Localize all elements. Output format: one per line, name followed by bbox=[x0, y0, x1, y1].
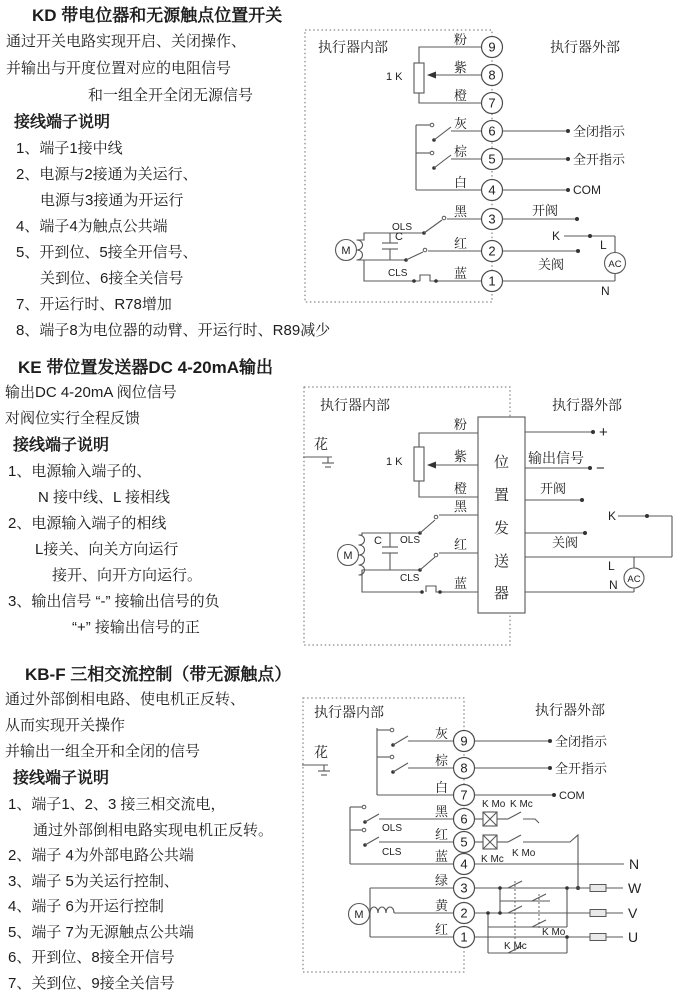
wire-label: 粉 bbox=[454, 32, 468, 47]
ols-label: OLS bbox=[382, 823, 403, 834]
wire-label: 绿 bbox=[435, 873, 449, 888]
kmc-contact-label: K Mc bbox=[510, 799, 533, 810]
terminal-number: 7 bbox=[488, 95, 496, 111]
terminal-number: 2 bbox=[488, 243, 496, 259]
section-kd-text bbox=[6, 4, 331, 344]
terminal-notes-heading: 接线端子说明 bbox=[14, 114, 111, 131]
ground-connection bbox=[303, 436, 334, 467]
phase-u-label: U bbox=[628, 929, 639, 945]
note-line: 2、电源输入端子的相线 bbox=[8, 515, 167, 532]
wire-label: 红 bbox=[435, 922, 449, 937]
terminal-number: 1 bbox=[488, 273, 496, 289]
contactor-coils bbox=[475, 799, 581, 890]
signal-plus-label: + bbox=[599, 424, 608, 441]
note-line: 接开、向开方向运行。 bbox=[52, 567, 203, 584]
note-line: 3、端子 5为关运行控制、 bbox=[8, 872, 179, 890]
note-line: N 接中线、L 接相线 bbox=[38, 489, 170, 506]
terminals bbox=[454, 731, 475, 948]
wire-label: 黑 bbox=[435, 804, 449, 819]
terminal-number: 8 bbox=[460, 760, 468, 776]
inside-label: 执行器内部 bbox=[318, 39, 388, 55]
open-valve-label: 开阀 bbox=[540, 481, 567, 496]
note-line: 7、开运行时、R78增加 bbox=[16, 296, 172, 313]
neutral-label: N bbox=[601, 284, 610, 298]
note-line: 5、端子 7为无源触点公共端 bbox=[8, 923, 194, 941]
com-label: COM bbox=[559, 790, 585, 802]
ac-source-label: AC bbox=[627, 574, 641, 585]
wire-label: 粉 bbox=[454, 417, 468, 432]
wire-label: 橙 bbox=[454, 88, 468, 103]
transmitter-char: 位 bbox=[493, 454, 510, 471]
motor-label: M bbox=[343, 550, 353, 562]
open-indicator-label: 全开指示 bbox=[573, 152, 626, 167]
ke-wiring-diagram bbox=[302, 385, 678, 651]
note-line: 8、端子8为电位器的动臂、开运行时、R89减少 bbox=[16, 322, 331, 339]
cls-label: CLS bbox=[382, 847, 402, 858]
note-line: 4、端子4为触点公共端 bbox=[16, 218, 168, 235]
intro-line: 通过外部倒相电路、使电机正反转、 bbox=[5, 691, 246, 708]
terminal-number: 3 bbox=[460, 880, 468, 896]
ground-label: 花 bbox=[314, 436, 328, 452]
terminal-number: 6 bbox=[488, 123, 496, 139]
terminal-number: 7 bbox=[460, 787, 468, 803]
transmitter-char: 送 bbox=[493, 553, 510, 570]
note-line: 1、电源输入端子的、 bbox=[8, 463, 152, 480]
ground-connection bbox=[302, 744, 330, 775]
note-line: 2、端子 4为外部电路公共端 bbox=[8, 847, 194, 864]
limit-switch-group bbox=[416, 123, 482, 190]
open-indicator-label: 全开指示 bbox=[555, 761, 608, 776]
wire-label: 黑 bbox=[454, 499, 468, 514]
kmo-coil-label: K Mo bbox=[482, 799, 506, 810]
note-line: 通过外部倒相电路实现电机正反转。 bbox=[33, 821, 274, 839]
closed-indicator-label: 全闭指示 bbox=[573, 124, 626, 139]
phase-w-label: W bbox=[628, 880, 642, 896]
intro-line: 并输出一组全开和全闭的信号 bbox=[5, 743, 201, 760]
inside-label: 执行器内部 bbox=[320, 397, 390, 413]
terminal-number: 4 bbox=[460, 856, 468, 872]
wire-label: 红 bbox=[454, 236, 468, 251]
intro-line: 输出DC 4-20mA 阀位信号 bbox=[5, 384, 177, 401]
intro-line: 通过开关电路实现开启、关闭操作、 bbox=[6, 33, 247, 50]
terminal-number: 9 bbox=[488, 39, 496, 55]
ols-label: OLS bbox=[392, 222, 413, 233]
wire-label: 橙 bbox=[454, 481, 468, 496]
terminal-number: 3 bbox=[488, 211, 496, 227]
terminals bbox=[482, 37, 503, 292]
closed-indicator-label: 全闭指示 bbox=[555, 734, 608, 749]
wire-label: 黄 bbox=[435, 898, 449, 913]
note-line: 7、关到位、9接全关信号 bbox=[8, 974, 175, 992]
capacitor-label: C bbox=[374, 535, 382, 547]
wire-label: 红 bbox=[435, 827, 449, 842]
open-valve-label: 开阀 bbox=[532, 203, 559, 218]
wire-label: 蓝 bbox=[435, 849, 449, 864]
k-switch-label: K bbox=[552, 229, 561, 243]
close-valve-label: 关阀 bbox=[552, 535, 579, 550]
wire-label: 蓝 bbox=[454, 266, 468, 281]
terminal-number: 2 bbox=[460, 905, 468, 921]
signal-minus-label: − bbox=[596, 460, 605, 477]
outside-label: 执行器外部 bbox=[535, 702, 605, 718]
pot-value-label: 1 K bbox=[386, 456, 403, 468]
terminal-number: 4 bbox=[488, 182, 496, 198]
wire-color-labels bbox=[454, 32, 468, 281]
section-kbf-text bbox=[5, 663, 325, 996]
intro-line: 对阀位实行全程反馈 bbox=[5, 410, 141, 427]
terminal-number: 5 bbox=[488, 151, 496, 167]
potentiometer bbox=[386, 47, 482, 103]
terminal-number: 8 bbox=[488, 67, 496, 83]
terminal-notes-heading: 接线端子说明 bbox=[13, 437, 110, 454]
note-line: “+” 接输出信号的正 bbox=[72, 619, 200, 636]
wire-label: 红 bbox=[454, 537, 468, 552]
fuse-w bbox=[590, 885, 606, 892]
wire-label: 紫 bbox=[454, 449, 468, 464]
fuse-u bbox=[590, 934, 606, 941]
transmitter-char: 器 bbox=[493, 585, 510, 602]
transmitter-char: 置 bbox=[493, 487, 510, 504]
phase-n-label: N bbox=[629, 856, 640, 872]
external-connections bbox=[525, 424, 672, 592]
note-line: 4、端子 6为开运行控制 bbox=[8, 898, 164, 915]
note-line: 1、端子1接中线 bbox=[16, 140, 123, 157]
kmo-matrix-label: K Mo bbox=[542, 927, 566, 938]
kmc-matrix-label: K Mc bbox=[504, 941, 527, 952]
section-kbf-title: KB-F 三相交流控制（带无源触点） bbox=[25, 665, 292, 684]
transmitter-char: 发 bbox=[493, 520, 510, 537]
section-ke-text bbox=[5, 356, 325, 641]
wire-color-labels bbox=[454, 417, 468, 591]
wire-label: 白 bbox=[454, 175, 468, 190]
line-label: L bbox=[608, 559, 615, 573]
cls-label: CLS bbox=[400, 573, 420, 584]
note-line: 电源与3接通为开运行 bbox=[40, 192, 184, 209]
note-line: 5、开到位、5接全开信号、 bbox=[16, 244, 198, 261]
motor-label: M bbox=[354, 909, 364, 921]
close-valve-label: 关阀 bbox=[538, 257, 565, 272]
capacitor-label: C bbox=[395, 231, 403, 243]
wire-label: 棕 bbox=[435, 753, 449, 768]
section-ke-title: KE 带位置发送器DC 4-20mA输出 bbox=[18, 358, 274, 377]
intro-line: 和一组全开全闭无源信号 bbox=[88, 87, 254, 104]
note-line: 6、开到位、8接全开信号 bbox=[8, 949, 175, 966]
note-line: 1、端子1、2、3 接三相交流电， bbox=[8, 796, 226, 813]
terminal-number: 6 bbox=[460, 811, 468, 827]
pot-value-label: 1 K bbox=[386, 71, 403, 83]
terminal-notes-heading: 接线端子说明 bbox=[13, 770, 110, 787]
motor-label: M bbox=[341, 245, 351, 257]
line-label: L bbox=[600, 238, 607, 252]
com-label: COM bbox=[573, 183, 601, 197]
wire-label: 黑 bbox=[454, 204, 468, 219]
neutral-label: N bbox=[609, 578, 618, 592]
kmc-coil-label: K Mc bbox=[481, 854, 504, 865]
ac-source-label: AC bbox=[608, 259, 622, 270]
cls-label: CLS bbox=[388, 268, 408, 279]
ground-label: 花 bbox=[314, 744, 328, 760]
intro-line: 并输出与开度位置对应的电阻信号 bbox=[6, 60, 232, 77]
inside-label: 执行器内部 bbox=[314, 704, 384, 720]
wire-label: 棕 bbox=[454, 144, 468, 159]
fuse-v bbox=[590, 910, 606, 917]
kmo-contact-label: K Mo bbox=[512, 848, 536, 859]
outside-label: 执行器外部 bbox=[552, 397, 622, 413]
external-connections bbox=[475, 734, 609, 802]
external-connections bbox=[503, 124, 627, 298]
wire-label: 蓝 bbox=[454, 576, 468, 591]
wire-color-labels bbox=[435, 726, 449, 937]
wire-label: 灰 bbox=[454, 116, 468, 131]
output-signal-label: 输出信号 bbox=[528, 450, 584, 466]
phase-v-label: V bbox=[628, 905, 638, 921]
wire-label: 白 bbox=[435, 780, 449, 795]
outside-label: 执行器外部 bbox=[550, 39, 620, 55]
ols-label: OLS bbox=[400, 535, 421, 546]
note-line: L接关、向关方向运行 bbox=[35, 541, 179, 558]
kbf-wiring-diagram bbox=[302, 695, 678, 995]
wire-label: 紫 bbox=[454, 60, 468, 75]
wire-label: 灰 bbox=[435, 726, 449, 741]
three-phase-connections bbox=[475, 856, 643, 953]
note-line: 关到位、6接全关信号 bbox=[40, 270, 184, 287]
intro-line: 从而实现开关操作 bbox=[5, 717, 126, 734]
terminal-number: 5 bbox=[460, 834, 468, 850]
note-line: 3、输出信号 “-” 接输出信号的负 bbox=[8, 593, 220, 610]
terminal-number: 9 bbox=[460, 733, 468, 749]
section-kd-title: KD 带电位器和无源触点位置开关 bbox=[32, 6, 283, 25]
k-switch-label: K bbox=[608, 509, 617, 523]
position-transmitter bbox=[478, 417, 525, 613]
terminal-number: 1 bbox=[460, 929, 468, 945]
kd-wiring-diagram bbox=[302, 28, 678, 310]
note-line: 2、电源与2接通为关运行、 bbox=[16, 166, 198, 183]
